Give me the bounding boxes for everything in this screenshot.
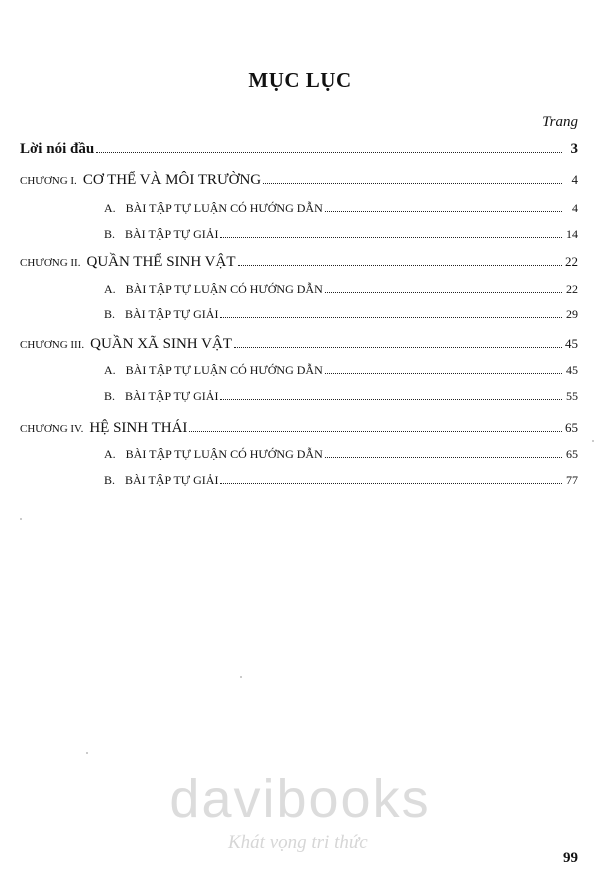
dot-leader bbox=[263, 183, 562, 184]
preface-label: Lời nói đầu bbox=[20, 141, 95, 157]
dot-leader bbox=[325, 292, 562, 293]
chapter-2-entry bbox=[20, 254, 578, 271]
section-letter: A. bbox=[104, 201, 116, 215]
section-page: 65 bbox=[566, 447, 578, 461]
chapter-4-section-b bbox=[104, 473, 578, 488]
section-label: BÀI TẬP TỰ GIẢI bbox=[125, 473, 219, 487]
section-label: BÀI TẬP TỰ LUẬN CÓ HƯỚNG DẪN bbox=[125, 282, 323, 296]
chapter-page: 4 bbox=[571, 172, 578, 187]
scan-speck bbox=[20, 518, 22, 520]
dot-leader bbox=[96, 152, 562, 153]
chapter-3-section-b bbox=[104, 389, 578, 404]
chapter-title: CƠ THỂ VÀ MÔI TRƯỜNG bbox=[82, 172, 262, 188]
watermark-brand: davibooks bbox=[169, 769, 431, 829]
dot-leader bbox=[220, 317, 562, 318]
scan-speck bbox=[592, 440, 594, 442]
section-label: BÀI TẬP TỰ GIẢI bbox=[125, 389, 219, 403]
section-page: 4 bbox=[572, 201, 578, 215]
scan-speck bbox=[240, 676, 242, 678]
section-label: BÀI TẬP TỰ LUẬN CÓ HƯỚNG DẪN bbox=[125, 447, 323, 461]
chapter-number: CHƯƠNG II. bbox=[20, 257, 81, 269]
chapter-number: CHƯƠNG I. bbox=[20, 175, 77, 187]
chapter-page: 22 bbox=[565, 254, 578, 269]
scan-speck bbox=[86, 752, 88, 754]
section-letter: B. bbox=[104, 473, 116, 487]
section-letter: B. bbox=[104, 227, 116, 241]
section-page: 22 bbox=[566, 282, 578, 296]
chapter-1-entry bbox=[20, 172, 578, 189]
chapter-title: QUẦN XÃ SINH VẬT bbox=[90, 336, 232, 352]
chapter-page: 65 bbox=[565, 420, 578, 435]
dot-leader bbox=[220, 399, 562, 400]
section-label: BÀI TẬP TỰ LUẬN CÓ HƯỚNG DẪN bbox=[125, 201, 323, 215]
watermark-tagline: Khát vọng tri thức bbox=[228, 832, 368, 853]
page-column-header: Trang bbox=[542, 114, 578, 130]
section-label: BÀI TẬP TỰ GIẢI bbox=[125, 307, 219, 321]
section-page: 55 bbox=[566, 389, 578, 403]
chapter-1-section-a bbox=[104, 201, 578, 216]
toc-title: MỤC LỤC bbox=[248, 68, 352, 92]
chapter-3-section-a bbox=[104, 363, 578, 378]
section-letter: B. bbox=[104, 389, 116, 403]
dot-leader bbox=[325, 211, 562, 212]
dot-leader bbox=[234, 347, 562, 348]
section-letter: B. bbox=[104, 307, 116, 321]
dot-leader bbox=[189, 431, 562, 432]
chapter-page: 45 bbox=[565, 336, 578, 351]
chapter-4-section-a bbox=[104, 447, 578, 462]
section-page: 77 bbox=[566, 473, 578, 487]
chapter-4-entry bbox=[20, 420, 578, 437]
section-page: 14 bbox=[566, 227, 578, 241]
dot-leader bbox=[220, 483, 562, 484]
chapter-2-section-b bbox=[104, 307, 578, 322]
chapter-title: QUẦN THỂ SINH VẬT bbox=[86, 254, 236, 270]
preface-page: 3 bbox=[570, 141, 578, 157]
toc-entry-preface bbox=[20, 141, 578, 158]
section-letter: A. bbox=[104, 447, 116, 461]
dot-leader bbox=[325, 373, 562, 374]
chapter-number: CHƯƠNG IV. bbox=[20, 423, 84, 435]
section-page: 45 bbox=[566, 363, 578, 377]
section-label: BÀI TẬP TỰ GIẢI bbox=[125, 227, 219, 241]
chapter-2-section-a bbox=[104, 282, 578, 297]
chapter-number: CHƯƠNG III. bbox=[20, 339, 85, 351]
dot-leader bbox=[325, 457, 562, 458]
dot-leader bbox=[238, 265, 562, 266]
chapter-title: HỆ SINH THÁI bbox=[89, 420, 188, 436]
section-letter: A. bbox=[104, 282, 116, 296]
dot-leader bbox=[220, 237, 562, 238]
section-label: BÀI TẬP TỰ LUẬN CÓ HƯỚNG DẪN bbox=[125, 363, 323, 377]
page-number: 99 bbox=[563, 850, 578, 866]
chapter-3-entry bbox=[20, 336, 578, 353]
chapter-1-section-b bbox=[104, 227, 578, 242]
section-letter: A. bbox=[104, 363, 116, 377]
section-page: 29 bbox=[566, 307, 578, 321]
